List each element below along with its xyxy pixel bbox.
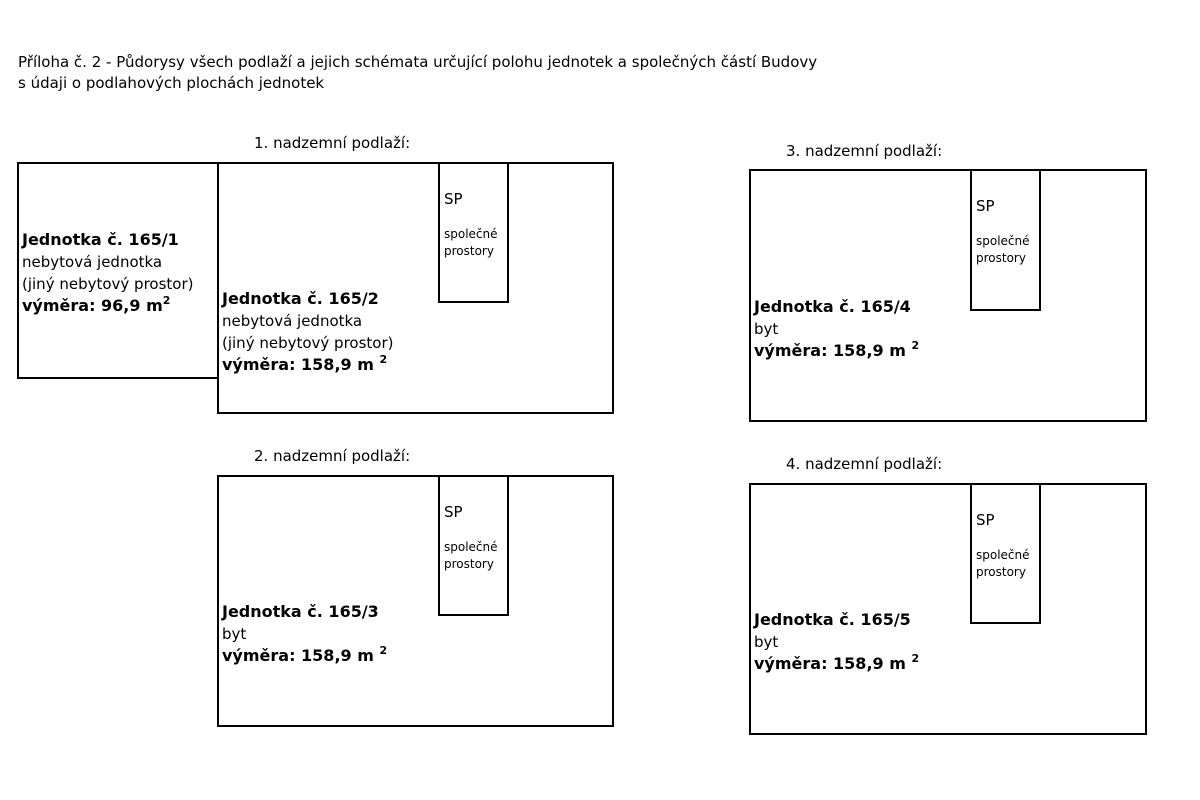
common-area-code: SP xyxy=(444,503,463,521)
common-area-description: společné prostory xyxy=(976,548,1030,579)
unit-type: byt xyxy=(754,320,779,338)
common-area-code: SP xyxy=(976,511,995,529)
floor-4-common-area xyxy=(970,483,1041,624)
floor-2-common-area xyxy=(438,475,509,616)
floor-1-common-area xyxy=(438,162,509,303)
unit-165-1-info xyxy=(22,229,193,317)
unit-subtype: (jiný nebytový prostor) xyxy=(22,275,194,293)
common-area-description: společné prostory xyxy=(444,540,498,571)
heading-line-2: s údaji o podlahových plochách jednotek xyxy=(18,74,325,92)
common-area-code: SP xyxy=(444,190,463,208)
floor-2-label: 2. nadzemní podlaží: xyxy=(254,447,411,465)
unit-area: výměra: 158,9 m $^2$ xyxy=(754,339,920,360)
floor-1-label: 1. nadzemní podlaží: xyxy=(254,134,411,152)
unit-subtype: (jiný nebytový prostor) xyxy=(222,334,394,352)
unit-165-4-info xyxy=(754,296,919,362)
unit-name: Jednotka č. 165/5 xyxy=(754,610,911,629)
floor-4-label: 4. nadzemní podlaží: xyxy=(786,455,943,473)
unit-165-5-info xyxy=(754,609,919,675)
unit-165-2-info xyxy=(222,288,393,376)
unit-name: Jednotka č. 165/1 xyxy=(22,230,179,249)
unit-area: výměra: 158,9 m $^2$ xyxy=(222,644,388,665)
unit-name: Jednotka č. 165/4 xyxy=(754,297,911,316)
document-heading xyxy=(18,52,817,94)
unit-type: nebytová jednotka xyxy=(22,253,163,271)
common-area-description: společné prostory xyxy=(444,227,498,258)
unit-type: byt xyxy=(754,633,779,651)
unit-type: nebytová jednotka xyxy=(222,312,363,330)
unit-area: výměra: 158,9 m $^2$ xyxy=(222,353,388,374)
unit-name: Jednotka č. 165/3 xyxy=(222,602,379,621)
unit-165-3-info xyxy=(222,601,387,667)
common-area-code: SP xyxy=(976,197,995,215)
common-area-description: společné prostory xyxy=(976,234,1030,265)
floor-3-label: 3. nadzemní podlaží: xyxy=(786,142,943,160)
heading-line-1: Příloha č. 2 - Půdorysy všech podlaží a jejich schémata určující polohu jednotek a společných částí Budovy xyxy=(18,53,818,71)
unit-area: výměra: 96,9 $m^2$ xyxy=(22,294,171,315)
unit-name: Jednotka č. 165/2 xyxy=(222,289,379,308)
floor-3-common-area xyxy=(970,169,1041,311)
unit-type: byt xyxy=(222,625,247,643)
unit-area: výměra: 158,9 m $^2$ xyxy=(754,652,920,673)
